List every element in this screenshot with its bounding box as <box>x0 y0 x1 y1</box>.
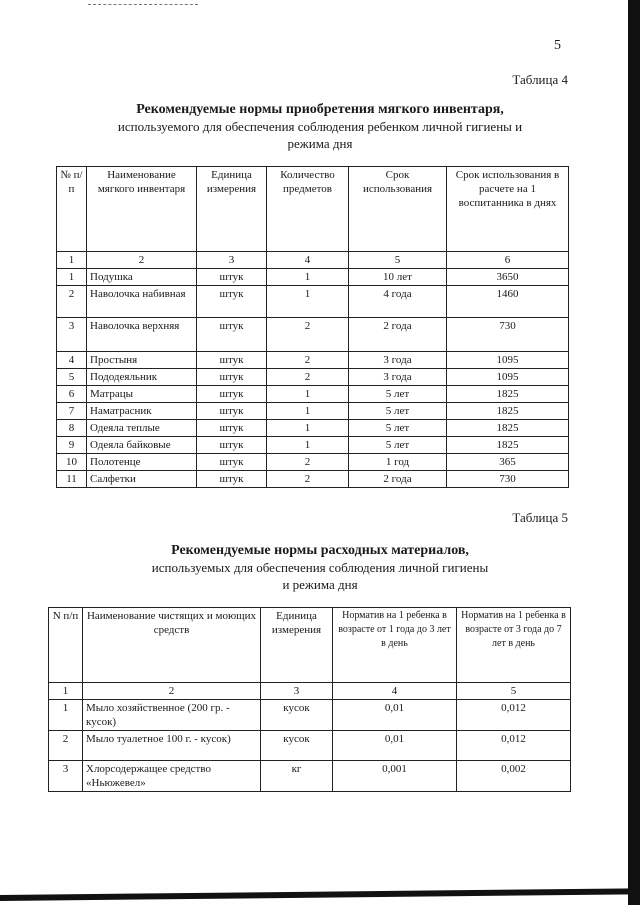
table-cell: кусок <box>261 731 333 761</box>
table5-header-cell: Наименование чистящих и моющих средств <box>83 608 261 683</box>
table-row <box>57 386 569 403</box>
scan-artifact-top <box>88 4 198 6</box>
page-number: 5 <box>554 38 561 53</box>
table-cell: 0,01 <box>333 731 457 761</box>
table-cell: Подушка <box>87 269 197 286</box>
table-cell: штук <box>197 318 267 352</box>
table-cell: 5 лет <box>349 386 447 403</box>
table5-header-row <box>49 608 571 683</box>
table4-title-line3: режима дня <box>287 136 353 151</box>
table-cell: 1825 <box>447 420 569 437</box>
table-cell: 1095 <box>447 352 569 369</box>
table-cell: 4 года <box>349 286 447 318</box>
table-cell: 4 <box>57 352 87 369</box>
table-cell: Салфетки <box>87 471 197 488</box>
table-cell: Хлорсодержащее средство «Ньюжевел» <box>83 761 261 792</box>
table-cell: 0,012 <box>457 700 571 731</box>
table-cell: 0,01 <box>333 700 457 731</box>
table-cell: 1825 <box>447 403 569 420</box>
table5-header-cell: Единица измерения <box>261 608 333 683</box>
table5-header-cell: Норматив на 1 ребенка в возрасте от 3 года до 7 лет в день <box>457 608 571 683</box>
table4-header-row <box>57 167 569 252</box>
table5-colnum: 4 <box>333 683 457 700</box>
table-cell: 2 <box>267 369 349 386</box>
table-cell: Простыня <box>87 352 197 369</box>
table5-colnum-row <box>49 683 571 700</box>
table5-colnum: 1 <box>49 683 83 700</box>
table-cell: 1 <box>267 403 349 420</box>
table-cell: штук <box>197 352 267 369</box>
table-cell: 8 <box>57 420 87 437</box>
table-cell: Наматрасник <box>87 403 197 420</box>
table-row <box>57 403 569 420</box>
table-cell: 2 <box>267 454 349 471</box>
table-cell: штук <box>197 269 267 286</box>
table-cell: 10 лет <box>349 269 447 286</box>
table-row <box>57 369 569 386</box>
table-cell: 1825 <box>447 437 569 454</box>
table-cell: штук <box>197 437 267 454</box>
table4-header-cell: № п/п <box>57 167 87 252</box>
table-cell: 2 <box>267 352 349 369</box>
table-cell: Наволочка набивная <box>87 286 197 318</box>
table-cell: штук <box>197 471 267 488</box>
table-row <box>49 731 571 761</box>
table5-colnum: 2 <box>83 683 261 700</box>
table-cell: 2 <box>57 286 87 318</box>
table-cell: 7 <box>57 403 87 420</box>
table-row <box>57 420 569 437</box>
table4-colnum: 4 <box>267 252 349 269</box>
table4-title-bold: Рекомендуемые нормы приобретения мягкого инвентаря, <box>136 102 504 117</box>
table-cell: 9 <box>57 437 87 454</box>
table5-label: Таблица 5 <box>512 510 568 525</box>
table-cell: Мыло хозяйственное (200 гр. - кусок) <box>83 700 261 731</box>
table5 <box>48 607 571 792</box>
table-cell: 0,012 <box>457 731 571 761</box>
table-row <box>49 761 571 792</box>
table-row <box>57 454 569 471</box>
table5-title-line2: используемых для обеспечения соблюдения личной гигиены <box>151 560 489 575</box>
table4-header-cell: Количество предметов <box>267 167 349 252</box>
table-row <box>57 352 569 369</box>
table-cell: 3 года <box>349 352 447 369</box>
table-row <box>57 286 569 318</box>
table5-title-bold: Рекомендуемые нормы расходных материалов, <box>171 543 469 558</box>
table-cell: 2 года <box>349 471 447 488</box>
table-cell: 2 года <box>349 318 447 352</box>
table-cell: 730 <box>447 318 569 352</box>
table-row <box>57 471 569 488</box>
table4-title <box>40 101 600 152</box>
table-cell: 3650 <box>447 269 569 286</box>
table-cell: 1460 <box>447 286 569 318</box>
table5-title-line3: и режима дня <box>282 577 358 592</box>
table4-colnum: 5 <box>349 252 447 269</box>
table4-title-line2: используемого для обеспечения соблюдения ребенком личной гигиены и <box>117 119 523 134</box>
table-cell: штук <box>197 386 267 403</box>
table4-colnum: 1 <box>57 252 87 269</box>
table-cell: штук <box>197 420 267 437</box>
table-cell: 2 <box>267 471 349 488</box>
table-row <box>57 437 569 454</box>
table-cell: 6 <box>57 386 87 403</box>
table-cell: 1 <box>49 700 83 731</box>
table-cell: 5 <box>57 369 87 386</box>
table-cell: 365 <box>447 454 569 471</box>
table-cell: штук <box>197 286 267 318</box>
table-cell: 5 лет <box>349 437 447 454</box>
table-cell: 730 <box>447 471 569 488</box>
table4-colnum: 3 <box>197 252 267 269</box>
table-cell: 2 <box>267 318 349 352</box>
table-cell: Матрацы <box>87 386 197 403</box>
table4 <box>56 166 569 488</box>
table4-header-cell: Наименование мягкого инвентаря <box>87 167 197 252</box>
table-cell: 1825 <box>447 386 569 403</box>
table5-colnum: 3 <box>261 683 333 700</box>
table-cell: 3 <box>49 761 83 792</box>
table-cell: Пододеяльник <box>87 369 197 386</box>
table-cell: 1 <box>267 269 349 286</box>
table-cell: штук <box>197 403 267 420</box>
table-cell: 1 год <box>349 454 447 471</box>
table-cell: Полотенце <box>87 454 197 471</box>
table4-colnum: 6 <box>447 252 569 269</box>
table-row <box>57 318 569 352</box>
table-cell: кг <box>261 761 333 792</box>
table-cell: 5 лет <box>349 403 447 420</box>
table4-header-cell: Срок использования в расчете на 1 воспитанника в днях <box>447 167 569 252</box>
table-cell: штук <box>197 454 267 471</box>
table5-header-cell: N п/п <box>49 608 83 683</box>
scan-edge-right <box>628 0 640 905</box>
table-cell: 1 <box>267 420 349 437</box>
table-cell: 2 <box>49 731 83 761</box>
table-cell: Одеяла теплые <box>87 420 197 437</box>
table4-label: Таблица 4 <box>512 72 568 87</box>
table-cell: 1 <box>267 386 349 403</box>
table5-title <box>40 542 600 593</box>
table-cell: Мыло туалетное 100 г. - кусок) <box>83 731 261 761</box>
table-cell: 1095 <box>447 369 569 386</box>
table4-header-cell: Срок использования <box>349 167 447 252</box>
table-cell: 3 <box>57 318 87 352</box>
table5-colnum: 5 <box>457 683 571 700</box>
table-cell: 5 лет <box>349 420 447 437</box>
table-cell: Одеяла байковые <box>87 437 197 454</box>
table-row <box>49 700 571 731</box>
table4-colnum-row <box>57 252 569 269</box>
table-row <box>57 269 569 286</box>
table-cell: 0,001 <box>333 761 457 792</box>
table4-colnum: 2 <box>87 252 197 269</box>
table4-header-cell: Единица измерения <box>197 167 267 252</box>
table-cell: 3 года <box>349 369 447 386</box>
table-cell: Наволочка верхняя <box>87 318 197 352</box>
table5-header-cell: Норматив на 1 ребенка в возрасте от 1 года до 3 лет в день <box>333 608 457 683</box>
table-cell: кусок <box>261 700 333 731</box>
table-cell: 0,002 <box>457 761 571 792</box>
scan-edge-bottom <box>0 888 640 901</box>
table-cell: 1 <box>267 437 349 454</box>
table-cell: 10 <box>57 454 87 471</box>
table-cell: 1 <box>57 269 87 286</box>
table-cell: 11 <box>57 471 87 488</box>
table-cell: штук <box>197 369 267 386</box>
table-cell: 1 <box>267 286 349 318</box>
